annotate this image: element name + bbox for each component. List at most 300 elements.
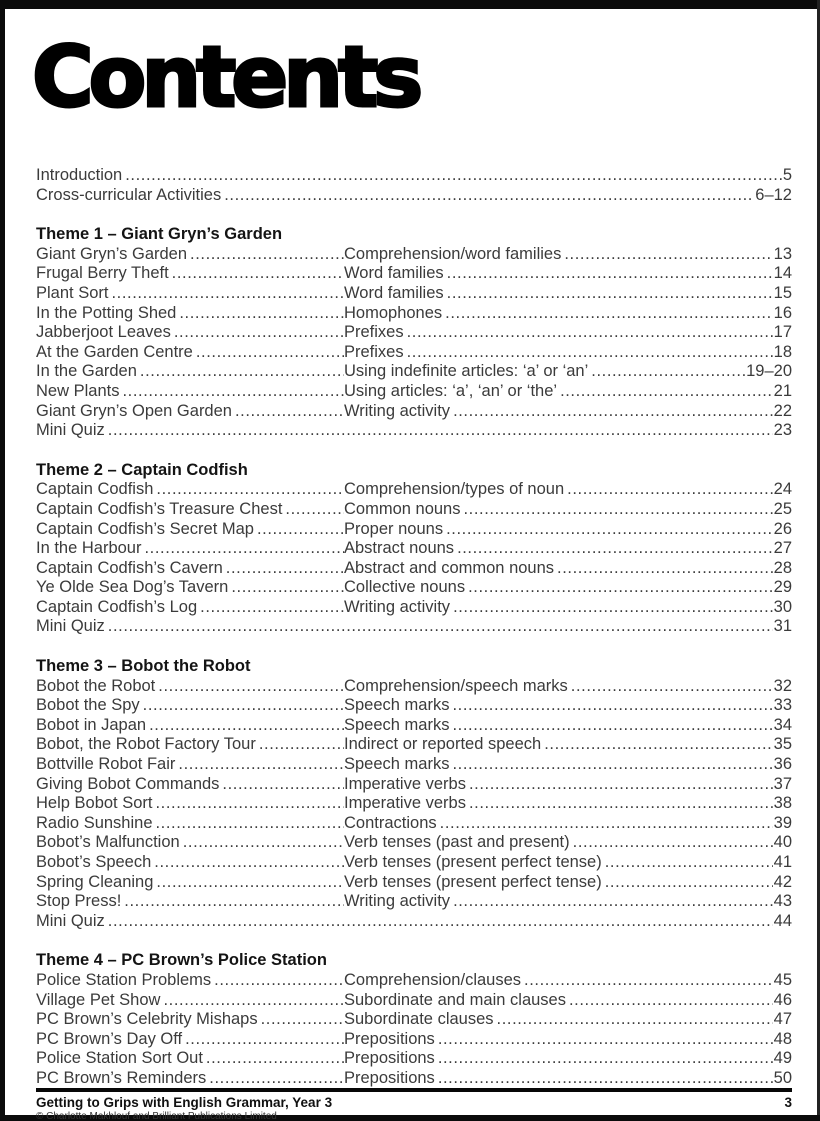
entry-skill-column: [344, 304, 773, 324]
dot-leader: [469, 775, 773, 795]
entry-skill-column: [344, 343, 773, 363]
dot-leader: [209, 1069, 344, 1089]
entry-title-column: [36, 362, 344, 382]
entry-page: 32: [773, 676, 792, 695]
entry-skill: Indirect or reported speech: [344, 735, 542, 754]
toc-entry: [36, 520, 792, 540]
toc-entry: [36, 775, 792, 795]
toc-entry: [36, 755, 792, 775]
toc-entry: [36, 304, 792, 324]
table-of-contents: [36, 166, 792, 1089]
entry-skill: Speech marks: [344, 755, 450, 774]
dot-leader: [591, 362, 745, 382]
dot-leader: [285, 500, 344, 520]
entry-skill: Prefixes: [344, 323, 404, 342]
dot-leader: [149, 716, 344, 736]
dot-leader: [445, 304, 772, 324]
theme-heading: Theme 1 – Giant Gryn’s Garden: [36, 225, 283, 244]
toc-entry: [36, 892, 792, 912]
entry-skill: Abstract nouns: [344, 539, 455, 558]
entry-title: Mini Quiz: [36, 911, 105, 930]
entry-title: New Plants: [36, 381, 120, 400]
entry-page: 43: [773, 892, 792, 911]
entry-page: 28: [773, 558, 792, 577]
dot-leader: [497, 1010, 773, 1030]
entry-title: Spring Cleaning: [36, 872, 154, 891]
entry-title-column: [36, 343, 344, 363]
entry-page: 23: [773, 421, 792, 440]
entry-page: 26: [773, 519, 792, 538]
page-footer: [36, 1088, 792, 1121]
dot-leader: [438, 1030, 773, 1050]
entry-page: 40: [773, 833, 792, 852]
entry-title-column: [36, 677, 344, 697]
entry-skill-column: [344, 520, 773, 540]
entry-page: 21: [773, 381, 792, 400]
dot-leader: [231, 578, 344, 598]
dot-leader: [214, 971, 344, 991]
entry-skill-column: [344, 775, 773, 795]
dot-leader: [190, 245, 344, 265]
theme-section: [36, 225, 792, 441]
dot-leader: [407, 343, 773, 363]
entry-skill-column: [344, 794, 773, 814]
toc-entry: [36, 716, 792, 736]
toc-entry: [36, 323, 792, 343]
entry-title-column: [36, 421, 773, 441]
entry-title-column: [36, 304, 344, 324]
entry-page: 5: [782, 166, 792, 184]
entry-title: Bobot’s Malfunction: [36, 833, 180, 852]
entry-title-column: [36, 539, 344, 559]
dot-leader: [544, 735, 772, 755]
entry-skill: Common nouns: [344, 499, 461, 518]
entry-title: Captain Codfish’s Cavern: [36, 558, 223, 577]
entry-skill-column: [344, 735, 773, 755]
toc-entry: [36, 735, 792, 755]
entry-skill: Imperative verbs: [344, 794, 466, 813]
toc-entry: [36, 539, 792, 559]
dot-leader: [571, 677, 773, 697]
entry-title-column: [36, 755, 344, 775]
toc-entry: [36, 362, 792, 382]
toc-entry: [36, 971, 792, 991]
entry-title: In the Harbour: [36, 539, 142, 558]
dot-leader: [463, 500, 772, 520]
dot-leader: [560, 382, 773, 402]
dot-leader: [108, 421, 773, 441]
entry-title: Bobot’s Speech: [36, 853, 152, 871]
dot-leader: [259, 735, 344, 755]
theme-heading: Theme 2 – Captain Codfish: [36, 460, 248, 479]
dot-leader: [235, 402, 344, 422]
entry-title: Stop Press!: [36, 892, 122, 911]
dot-leader: [605, 853, 773, 873]
front-matter-list: [36, 166, 792, 205]
toc-entry: [36, 1049, 792, 1069]
toc-entry: [36, 991, 792, 1011]
entry-page: 18: [773, 342, 792, 361]
entry-title: Giving Bobot Commands: [36, 774, 220, 793]
dot-leader: [224, 186, 754, 206]
entry-title-column: [36, 775, 344, 795]
entry-skill: Writing activity: [344, 597, 451, 616]
entry-skill-column: [344, 716, 773, 736]
entry-skill-column: [344, 382, 773, 402]
entry-page: 17: [773, 323, 792, 342]
dot-leader: [524, 971, 773, 991]
toc-entry: [36, 245, 792, 265]
entry-title-column: [36, 853, 344, 873]
entry-skill-column: [344, 323, 773, 343]
dot-leader: [178, 755, 344, 775]
entry-title: Giant Gryn’s Open Garden: [36, 401, 232, 420]
toc-entry: [36, 382, 792, 402]
dot-leader: [158, 677, 344, 697]
entry-page: 19–20: [746, 362, 792, 381]
entry-title-column: [36, 578, 344, 598]
toc-entry: [36, 166, 792, 186]
entry-skill-column: [344, 578, 773, 598]
dot-leader: [452, 696, 772, 716]
entry-title: Police Station Problems: [36, 970, 212, 989]
dot-leader: [125, 166, 782, 186]
dot-leader: [183, 833, 344, 853]
toc-entry: [36, 617, 792, 637]
entry-page: 47: [773, 1010, 792, 1029]
entry-skill: Subordinate and main clauses: [344, 990, 566, 1009]
theme-section: [36, 657, 792, 931]
entry-title: Police Station Sort Out: [36, 1049, 203, 1068]
entry-skill-column: [344, 598, 773, 618]
entry-title: At the Garden Centre: [36, 342, 193, 361]
dot-leader: [155, 794, 344, 814]
toc-entry: [36, 794, 792, 814]
entry-title: Bobot the Robot: [36, 676, 156, 695]
entry-page: 22: [773, 401, 792, 420]
entry-title-column: [36, 186, 754, 206]
dot-leader: [457, 539, 773, 559]
entry-title-column: [36, 382, 344, 402]
dot-leader: [261, 1010, 344, 1030]
dot-leader: [453, 598, 773, 618]
entry-skill: Word families: [344, 283, 444, 302]
entry-title: In the Garden: [36, 362, 137, 381]
dot-leader: [124, 892, 344, 912]
entry-page: 38: [773, 794, 792, 813]
entry-page: 6–12: [755, 185, 792, 204]
dot-leader: [257, 520, 344, 540]
dot-leader: [174, 323, 344, 343]
entry-skill: Comprehension/speech marks: [344, 676, 568, 695]
entry-skill: Abstract and common nouns: [344, 558, 555, 577]
dot-leader: [179, 304, 344, 324]
dot-leader: [122, 382, 344, 402]
entry-page: 30: [773, 597, 792, 616]
entry-skill-column: [344, 245, 773, 265]
entry-skill: Proper nouns: [344, 519, 444, 538]
entry-title-column: [36, 617, 773, 637]
dot-leader: [557, 559, 773, 579]
entry-title-column: [36, 480, 344, 500]
entry-title-column: [36, 833, 344, 853]
dot-leader: [605, 873, 773, 893]
entry-title: Bobot the Spy: [36, 696, 140, 715]
entry-title: Frugal Berry Theft: [36, 264, 169, 283]
entry-page: 50: [773, 1068, 792, 1087]
entry-title-column: [36, 500, 344, 520]
entry-skill-column: [344, 677, 773, 697]
toc-entry: [36, 912, 792, 932]
entry-skill: Imperative verbs: [344, 774, 466, 793]
entry-page: 34: [773, 715, 792, 734]
entry-page: 48: [773, 1029, 792, 1048]
entry-title-column: [36, 716, 344, 736]
dot-leader: [407, 323, 773, 343]
entry-title-column: [36, 264, 344, 284]
entry-skill-column: [344, 991, 773, 1011]
entry-skill: Word families: [344, 264, 444, 283]
entry-title-column: [36, 892, 344, 912]
entry-skill-column: [344, 284, 773, 304]
entry-skill-column: [344, 500, 773, 520]
entry-skill-column: [344, 892, 773, 912]
footer-book-title: Getting to Grips with English Grammar, Year 3: [36, 1095, 333, 1110]
entry-skill: Collective nouns: [344, 578, 466, 597]
entry-skill: Using indefinite articles: ‘a’ or ‘an’: [344, 362, 589, 381]
entry-title-column: [36, 991, 344, 1011]
dot-leader: [567, 480, 773, 500]
entry-title: Plant Sort: [36, 283, 109, 302]
entry-page: 14: [773, 264, 792, 283]
dot-leader: [196, 343, 344, 363]
entry-title-column: [36, 284, 344, 304]
entry-title: Village Pet Show: [36, 990, 161, 1009]
toc-entry: [36, 578, 792, 598]
toc-entry: [36, 1030, 792, 1050]
scan-border-left: [0, 0, 5, 1121]
entry-title: Help Bobot Sort: [36, 794, 153, 813]
entry-skill: Comprehension/word families: [344, 244, 562, 263]
entry-page: 24: [773, 480, 792, 499]
toc-entry: [36, 480, 792, 500]
entry-skill: Prefixes: [344, 342, 404, 361]
dot-leader: [140, 362, 344, 382]
entry-skill-column: [344, 1069, 773, 1089]
entry-title: In the Potting Shed: [36, 303, 177, 322]
dot-leader: [452, 716, 772, 736]
entry-title-column: [36, 814, 344, 834]
entry-title: PC Brown’s Celebrity Mishaps: [36, 1010, 258, 1029]
dot-leader: [185, 1030, 344, 1050]
dot-leader: [206, 1049, 344, 1069]
entry-page: 35: [773, 735, 792, 754]
entry-skill-column: [344, 1010, 773, 1030]
entry-skill: Comprehension/types of noun: [344, 480, 565, 499]
entry-page: 39: [773, 813, 792, 832]
dot-leader: [108, 617, 773, 637]
entry-skill-column: [344, 480, 773, 500]
entry-title: Captain Codfish’s Treasure Chest: [36, 499, 283, 518]
entry-skill-column: [344, 539, 773, 559]
dot-leader: [453, 892, 773, 912]
page-title: Contents: [32, 28, 419, 126]
toc-entry: [36, 814, 792, 834]
toc-entry: [36, 873, 792, 893]
entry-page: 49: [773, 1049, 792, 1068]
entry-title: Mini Quiz: [36, 617, 105, 636]
dot-leader: [438, 1049, 773, 1069]
toc-entry: [36, 284, 792, 304]
footer-imprint: [36, 1095, 332, 1121]
entry-title-column: [36, 873, 344, 893]
entry-skill: Prepositions: [344, 1068, 435, 1087]
entry-skill-column: [344, 833, 773, 853]
entry-title-column: [36, 402, 344, 422]
scan-border-top: [0, 0, 820, 9]
entry-skill-column: [344, 853, 773, 873]
entry-title: Captain Codfish’s Log: [36, 597, 198, 616]
entry-title-column: [36, 598, 344, 618]
dot-leader: [144, 539, 344, 559]
entry-title: Radio Sunshine: [36, 813, 153, 832]
dot-leader: [573, 833, 773, 853]
entry-page: 29: [773, 578, 792, 597]
dot-leader: [226, 559, 344, 579]
dot-leader: [222, 775, 344, 795]
entry-skill-column: [344, 755, 773, 775]
entry-skill-column: [344, 559, 773, 579]
entry-page: 36: [773, 755, 792, 774]
entry-title: Bottville Robot Fair: [36, 755, 176, 774]
dot-leader: [156, 480, 344, 500]
entry-page: 37: [773, 774, 792, 793]
entry-page: 45: [773, 970, 792, 989]
entry-page: 33: [773, 696, 792, 715]
entry-title-column: [36, 166, 782, 186]
entry-skill: Verb tenses (past and present): [344, 833, 570, 852]
dot-leader: [453, 402, 773, 422]
dot-leader: [564, 245, 772, 265]
entry-skill: Writing activity: [344, 401, 451, 420]
entry-skill-column: [344, 402, 773, 422]
entry-skill: Contractions: [344, 813, 437, 832]
entry-title: Ye Olde Sea Dog’s Tavern: [36, 578, 229, 597]
entry-title-column: [36, 912, 773, 932]
toc-entry: [36, 1010, 792, 1030]
toc-entry: [36, 696, 792, 716]
entry-skill-column: [344, 1049, 773, 1069]
entry-skill: Prepositions: [344, 1029, 435, 1048]
entry-page: 13: [773, 244, 792, 263]
entry-skill: Homophones: [344, 303, 443, 322]
entry-title-column: [36, 559, 344, 579]
entry-page: 46: [773, 990, 792, 1009]
entry-skill: Verb tenses (present perfect tense): [344, 872, 602, 891]
dot-leader: [108, 912, 773, 932]
toc-entry: [36, 402, 792, 422]
dot-leader: [156, 814, 345, 834]
dot-leader: [438, 1069, 773, 1089]
entry-skill-column: [344, 873, 773, 893]
dot-leader: [156, 873, 344, 893]
entry-skill-column: [344, 814, 773, 834]
entry-skill-column: [344, 362, 745, 382]
theme-section: [36, 951, 792, 1088]
entry-page: 16: [773, 303, 792, 322]
entry-skill-column: [344, 971, 773, 991]
dot-leader: [111, 284, 344, 304]
dot-leader: [143, 696, 344, 716]
footer-rule: [36, 1088, 792, 1092]
entry-title-column: [36, 520, 344, 540]
toc-entry: [36, 853, 792, 873]
toc-entry: [36, 500, 792, 520]
dot-leader: [447, 284, 773, 304]
dot-leader: [469, 794, 773, 814]
entry-page: 15: [773, 283, 792, 302]
entry-title: Introduction: [36, 166, 123, 184]
toc-entry: [36, 421, 792, 441]
toc-entry: [36, 598, 792, 618]
entry-title-column: [36, 696, 344, 716]
entry-page: 41: [773, 853, 792, 871]
entry-skill: Using articles: ‘a’, ‘an’ or ‘the’: [344, 381, 558, 400]
dot-leader: [569, 991, 773, 1011]
dot-leader: [452, 755, 772, 775]
entry-title: Bobot in Japan: [36, 715, 147, 734]
footer-copyright: © Charlotte Makhlouf and Brilliant Publications Limited: [36, 1111, 277, 1121]
entry-title: Cross-curricular Activities: [36, 185, 222, 204]
entry-page: 25: [773, 499, 792, 518]
toc-entry: [36, 559, 792, 579]
entry-title: Captain Codfish: [36, 480, 154, 499]
entry-title: PC Brown’s Reminders: [36, 1068, 207, 1087]
theme-section: [36, 461, 792, 637]
toc-entry: [36, 833, 792, 853]
entry-skill: Speech marks: [344, 696, 450, 715]
entry-skill-column: [344, 696, 773, 716]
theme-heading: Theme 3 – Bobot the Robot: [36, 657, 251, 676]
toc-entry: [36, 264, 792, 284]
entry-title: Bobot, the Robot Factory Tour: [36, 735, 256, 754]
entry-title: PC Brown’s Day Off: [36, 1029, 183, 1048]
toc-entry: [36, 1069, 792, 1089]
dot-leader: [163, 991, 344, 1011]
entry-title: Mini Quiz: [36, 421, 105, 440]
entry-title-column: [36, 323, 344, 343]
entry-page: 44: [773, 911, 792, 930]
entry-title: Captain Codfish’s Secret Map: [36, 519, 254, 538]
theme-heading: Theme 4 – PC Brown’s Police Station: [36, 951, 327, 970]
entry-title: Jabberjoot Leaves: [36, 323, 171, 342]
toc-entry: [36, 677, 792, 697]
entry-title-column: [36, 735, 344, 755]
dot-leader: [447, 264, 773, 284]
dot-leader: [154, 853, 344, 873]
footer-page-number: 3: [784, 1095, 792, 1110]
themes-list: [36, 225, 792, 1088]
entry-page: 42: [773, 872, 792, 891]
entry-skill-column: [344, 264, 773, 284]
entry-page: 31: [773, 617, 792, 636]
entry-skill: Writing activity: [344, 892, 451, 911]
toc-entry: [36, 343, 792, 363]
entry-skill-column: [344, 1030, 773, 1050]
entry-skill: Speech marks: [344, 715, 450, 734]
entry-title-column: [36, 1069, 344, 1089]
dot-leader: [446, 520, 773, 540]
